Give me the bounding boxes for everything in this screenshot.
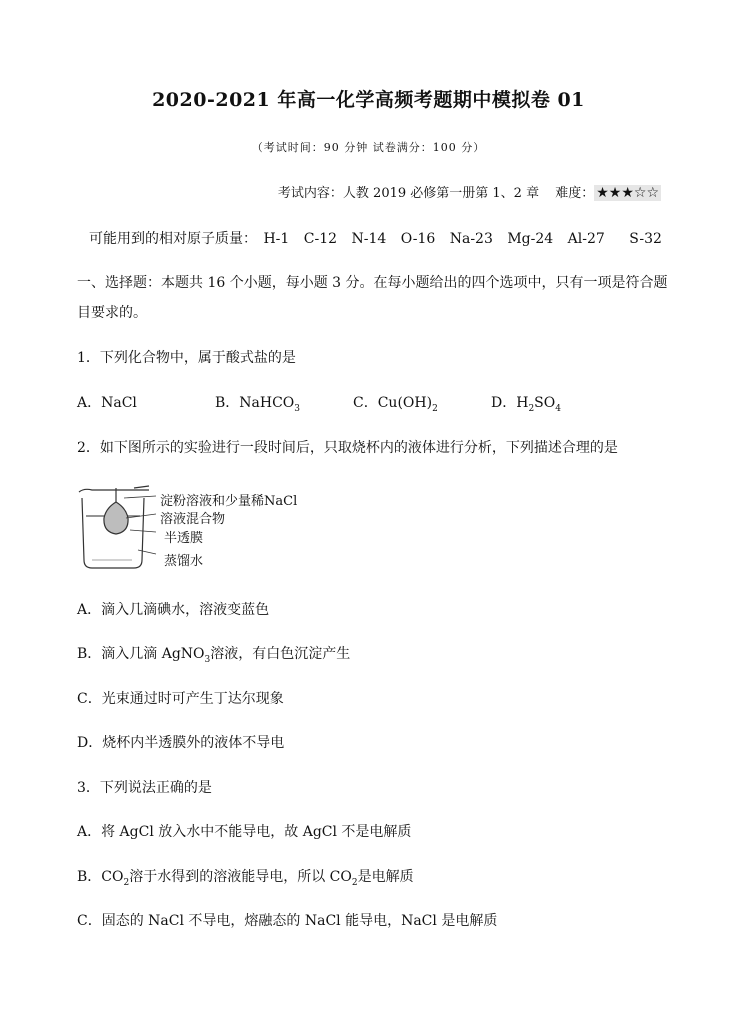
atomic-mass-item: S-32 [629,231,662,247]
atomic-mass-item: O-16 [400,231,436,247]
q2-option-c: C．光束通过时可产生丁达尔现象 [77,691,284,707]
semipermeable-bag [104,502,128,534]
q2-option-a: A．滴入几滴碘水，溶液变蓝色 [77,602,270,618]
q2-stem: 2．如下图所示的实验进行一段时间后，只取烧杯内的液体进行分析，下列描述合理的是 [77,440,618,456]
q1-option-c: C．$Cu(OH)_2$ [353,395,438,414]
section-1-heading-line2: 目要求的。 [77,305,147,321]
section-1-heading-line1: 一、选择题：本题共 16 个小题，每小题 3 分。在每小题给出的四个选项中，只有一项是符合题 [77,275,668,291]
glass-rod [79,489,149,492]
diagram-label-membrane: 半透膜 [164,531,204,546]
exam-title: 2020-2021 年高一化学高频考题期中模拟卷 01 [152,89,585,111]
q3-stem: 3．下列说法正确的是 [77,780,212,796]
q1-stem: 1．下列化合物中，属于酸式盐的是 [77,350,296,366]
diagram-label-solution-mixture-2: 溶液混合物 [160,512,226,527]
q3-option-c: C．固态的 NaCl 不导电，熔融态的 NaCl 能导电，NaCl 是电解质 [77,913,498,929]
atomic-mass-label: 可能用到的相对原子质量： [89,231,257,247]
q2-option-b: B．滴入几滴 AgNO$_3$溶液，有白色沉淀产生 [77,646,351,665]
q1-option-d: D．$H_2SO_4$ [491,395,561,414]
exam-content-label: 考试内容：人教 2019 必修第一册第 1、2 章 [277,186,540,201]
atomic-mass-item: C-12 [303,231,338,247]
atomic-mass-item: Al-27 [567,231,605,247]
q1-option-a: A．NaCl [77,395,137,411]
dialysis-diagram [74,480,314,576]
atomic-mass-line [89,228,672,248]
atomic-mass-item: Mg-24 [507,231,554,247]
q2-option-d: D．烧杯内半透膜外的液体不导电 [77,735,285,751]
diagram-label-solution-mixture-1: 淀粉溶液和少量稀NaCl [160,494,298,509]
diagram-label-distilled-water: 蒸馏水 [164,554,204,569]
difficulty-stars: ★★★☆☆ [596,185,659,201]
atomic-mass-item: N-14 [351,231,387,247]
q1-option-b: B．NaHCO$_3$ [215,395,301,414]
q1-options [77,392,561,414]
exam-subtitle: （考试时间：90 分钟 试卷满分：100 分） [251,141,486,154]
atomic-mass-item: Na-23 [449,231,493,247]
q3-option-b: B．$CO_2$溶于水得到的溶液能导电，所以 $CO_2$是电解质 [77,869,414,888]
difficulty-label: 难度： [555,186,595,201]
q3-option-a: A．将 AgCl 放入水中不能导电，故 AgCl 不是电解质 [77,824,412,840]
exam-content-line [278,182,661,201]
atomic-mass-item: H-1 [263,231,290,247]
